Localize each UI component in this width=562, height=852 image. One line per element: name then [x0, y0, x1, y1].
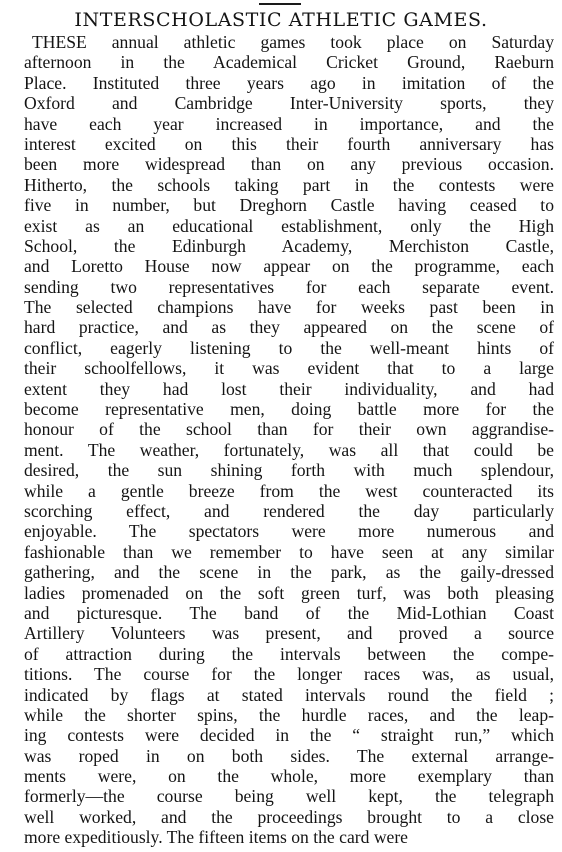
- article-line: interest excited on this their fourth anniversary has: [24, 133, 554, 154]
- article-line: Place. Instituted three years ago in imitation of the: [24, 72, 554, 93]
- article-line: fashionable than we remember to have seen at any similar: [24, 541, 554, 562]
- article-line: while the shorter spins, the hurdle races, and the leap-: [24, 704, 554, 725]
- article-line: sending two representatives for each separate event.: [24, 276, 554, 297]
- article-line: formerly—the course being well kept, the telegraph: [24, 786, 554, 807]
- article-line: of attraction during the intervals between the compe-: [24, 643, 554, 664]
- article-line: Hitherto, the schools taking part in the contests were: [24, 174, 554, 195]
- article-line: titions. The course for the longer races was, as usual,: [24, 664, 554, 685]
- article-line: The selected champions have for weeks past been in: [24, 297, 554, 318]
- article-line: indicated by flags at stated intervals round the field ;: [24, 684, 554, 705]
- article-headline: INTERSCHOLASTIC ATHLETIC GAMES.: [74, 9, 488, 31]
- article-line: THESE annual athletic games took place on Saturday: [32, 32, 554, 52]
- article-line: become representative men, doing battle more for the: [24, 399, 554, 420]
- article-line: Oxford and Cambridge Inter-University sports, they: [24, 93, 554, 114]
- article-line: Artillery Volunteers was present, and proved a source: [24, 623, 554, 644]
- article-line: hard practice, and as they appeared on the scene of: [24, 317, 554, 338]
- article-line: School, the Edinburgh Academy, Merchiston Castle,: [24, 235, 554, 256]
- article-line: been more widespread than on any previous occasion.: [24, 154, 554, 175]
- article-line: while a gentle breeze from the west counteracted its: [24, 480, 554, 501]
- article-line: was roped in on both sides. The external arrange-: [24, 745, 554, 766]
- article-line: afternoon in the Academical Cricket Ground, Raeburn: [24, 52, 554, 73]
- article-line: exist as an educational establishment, only the High: [24, 215, 554, 236]
- top-rule: [259, 3, 301, 5]
- article-line: five in number, but Dreghorn Castle having ceased to: [24, 195, 554, 216]
- article-line: enjoyable. The spectators were more numerous and: [24, 521, 554, 542]
- article-line: scorching effect, and rendered the day particularly: [24, 500, 554, 521]
- article-line: honour of the school than for their own aggrandise-: [24, 419, 554, 440]
- article-line: and Loretto House now appear on the programme, each: [24, 256, 554, 277]
- article-line: extent they had lost their individuality, and had: [24, 378, 554, 399]
- article-line: ladies promenaded on the soft green turf, was both pleasing: [24, 582, 554, 603]
- article-line: ing contests were decided in the “ straight run,” which: [24, 725, 554, 746]
- article-body: [24, 32, 554, 848]
- article-line: more expeditiously. The fifteen items on the card were: [24, 827, 408, 848]
- article-line: have each year increased in importance, and the: [24, 113, 554, 134]
- article-line: and picturesque. The band of the Mid-Lothian Coast: [24, 602, 554, 623]
- article-line: desired, the sun shining forth with much splendour,: [24, 460, 554, 481]
- article-line: ments were, on the whole, more exemplary than: [24, 766, 554, 787]
- article-line: ment. The weather, fortunately, was all that could be: [24, 439, 554, 460]
- article-line: their schoolfellows, it was evident that to a large: [24, 358, 554, 379]
- article-line: well worked, and the proceedings brought to a close: [24, 806, 554, 827]
- article-line: gathering, and the scene in the park, as the gaily-dressed: [24, 562, 554, 583]
- article-line: conflict, eagerly listening to the well-meant hints of: [24, 337, 554, 358]
